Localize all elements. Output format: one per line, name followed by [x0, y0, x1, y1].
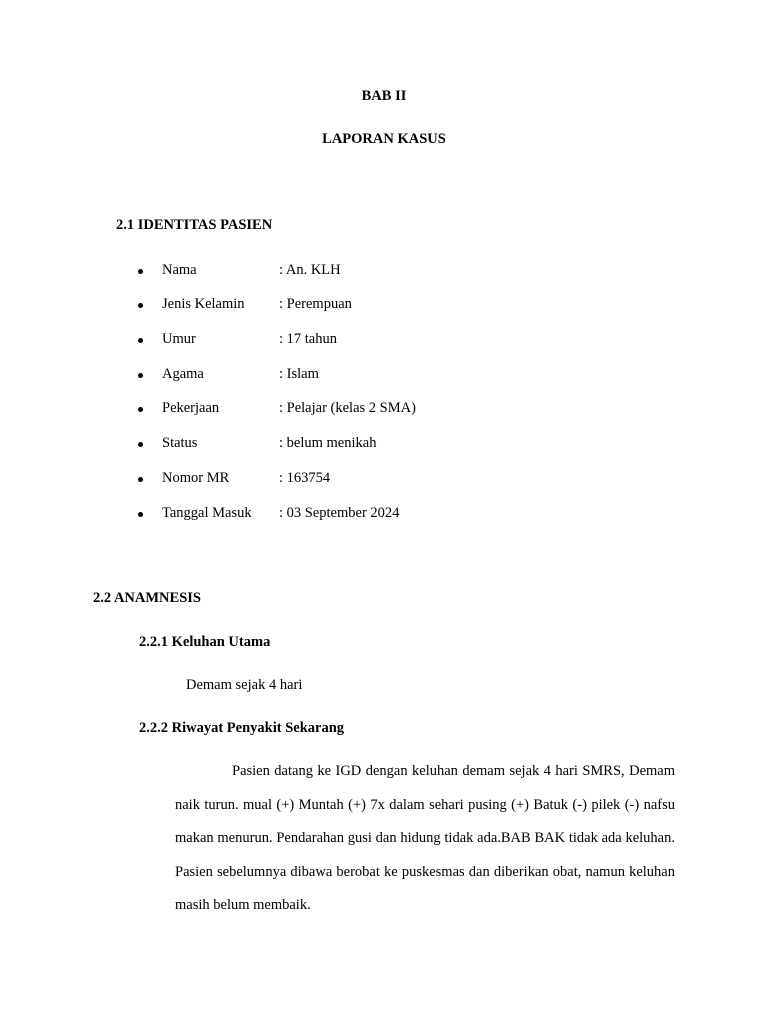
- bullet-icon: [138, 477, 143, 482]
- field-label: Umur: [162, 331, 196, 347]
- list-item: [138, 331, 698, 351]
- anamnesis-heading: 2.2 ANAMNESIS: [93, 590, 201, 606]
- chapter-title: LAPORAN KASUS: [322, 131, 446, 147]
- present-illness-text: Pasien datang ke IGD dengan keluhan demam sejak 4 hari SMRS, Demam naik turun. mual (+) Muntah (+) 7x dalam sehari pusing (+) Batuk (-) pilek (-) nafsu makan menurun. Pendarahan gusi dan hidung tidak ada.BAB BAK tidak ada keluhan. Pasien sebelumnya dibawa berobat ke puskesmas dan diberikan obat, namun keluhan masih belum membaik.: [175, 763, 675, 913]
- present-illness-paragraph: [175, 755, 675, 923]
- bullet-icon: [138, 269, 143, 274]
- list-item: [138, 262, 698, 282]
- list-item: [138, 470, 698, 490]
- field-value: : 163754: [279, 470, 331, 486]
- bullet-icon: [138, 338, 143, 343]
- field-label: Jenis Kelamin: [162, 296, 245, 312]
- list-item: [138, 366, 698, 386]
- field-value: : Perempuan: [279, 296, 352, 312]
- field-label: Agama: [162, 366, 204, 382]
- field-value: : Islam: [279, 366, 319, 382]
- list-item: [138, 400, 698, 420]
- bullet-icon: [138, 303, 143, 308]
- field-label: Nomor MR: [162, 470, 230, 486]
- chapter-number: BAB II: [361, 88, 407, 104]
- list-item: [138, 505, 698, 525]
- field-label: Pekerjaan: [162, 400, 220, 416]
- list-item: [138, 296, 698, 316]
- field-value: : belum menikah: [279, 435, 377, 451]
- field-value: : 03 September 2024: [279, 505, 400, 521]
- list-item: [138, 435, 698, 455]
- field-label: Nama: [162, 262, 197, 278]
- present-illness-heading: 2.2.2 Riwayat Penyakit Sekarang: [139, 720, 345, 736]
- bullet-icon: [138, 442, 143, 447]
- field-value: : An. KLH: [279, 262, 341, 278]
- field-label: Status: [162, 435, 198, 451]
- field-label: Tanggal Masuk: [162, 505, 252, 521]
- bullet-icon: [138, 407, 143, 412]
- chief-complaint-text: Demam sejak 4 hari: [186, 677, 303, 693]
- bullet-icon: [138, 373, 143, 378]
- chief-complaint-heading: 2.2.1 Keluhan Utama: [139, 634, 271, 650]
- bullet-icon: [138, 512, 143, 517]
- field-value: : 17 tahun: [279, 331, 337, 347]
- identity-heading: 2.1 IDENTITAS PASIEN: [116, 217, 273, 233]
- field-value: : Pelajar (kelas 2 SMA): [279, 400, 416, 416]
